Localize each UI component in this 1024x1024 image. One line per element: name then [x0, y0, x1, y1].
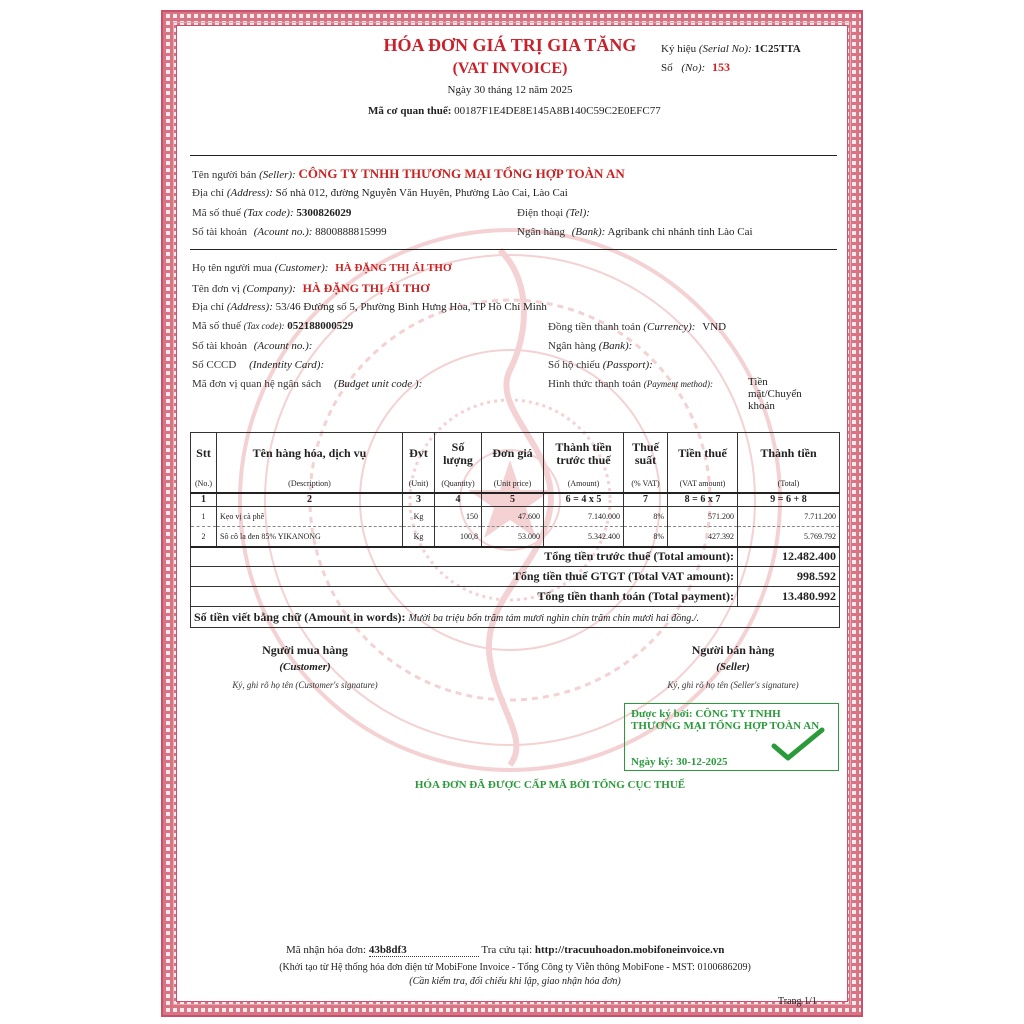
column-index: 7: [624, 493, 668, 507]
row-vat-rate: 8%: [624, 507, 668, 527]
column-header: Thành tiền trước thuế: [544, 433, 624, 475]
buyer-tax-code: Mã số thuế (Tax code): 052188000529: [192, 320, 354, 332]
total-before-tax-label: Tổng tiền trước thuế (Total amount):: [191, 547, 738, 567]
seller-signature-title: Người bán hàng: [691, 643, 775, 657]
column-header-en: (Unit): [403, 475, 435, 493]
buyer-payment-method-label: Hình thức thanh toán (Payment method):: [548, 378, 714, 390]
table-header-row: [191, 433, 840, 475]
check-icon: [770, 726, 826, 762]
column-header-en: (Unit price): [482, 475, 544, 493]
lookup-info: Mã nhận hóa đơn: 43b8df3 Tra cứu tại: http://tracuuhoadon.mobifoneinvoice.vn: [286, 944, 725, 956]
total-payment-row: [191, 587, 840, 607]
items-table: [190, 432, 840, 628]
column-header: Tiền thuế: [668, 433, 738, 475]
total-before-tax-value: 12.482.400: [738, 547, 840, 567]
total-vat-row: [191, 567, 840, 587]
divider: [190, 155, 837, 156]
buyer-bank: Ngân hàng (Bank):: [548, 340, 633, 352]
signed-by: Được ký bởi: CÔNG TY TNHH THƯƠNG MẠI TỔNG HỢP TOÀN AN: [631, 708, 820, 732]
column-index: 5: [482, 493, 544, 507]
row-total: 5.769.792: [738, 527, 840, 547]
table-index-row: [191, 493, 840, 507]
column-header-en: (% VAT): [624, 475, 668, 493]
provider-note: (Khởi tạo từ Hệ thống hóa đơn điện tử MobiFone Invoice - Tổng Công ty Viễn thông MobiFone - MST: 0100686209): [279, 962, 751, 973]
column-header-en: (No.): [191, 475, 217, 493]
column-header-en: (Amount): [544, 475, 624, 493]
table-row: [191, 507, 840, 527]
total-vat-value: 998.592: [738, 567, 840, 587]
seller-signature-note: Ký, ghi rõ họ tên (Seller's signature): [667, 680, 799, 690]
row-vat-rate: 8%: [624, 527, 668, 547]
column-header: Đơn giá: [482, 433, 544, 475]
amount-in-words-row: [191, 607, 840, 628]
lookup-code: 43b8df3: [369, 944, 479, 957]
row-no: 1: [191, 507, 217, 527]
total-payment-label: Tổng tiền thanh toán (Total payment):: [191, 587, 738, 607]
seller-account: Số tài khoản (Acount no.): 8800888815999: [192, 226, 387, 238]
total-payment-value: 13.480.992: [738, 587, 840, 607]
seller-bank: Ngân hàng (Bank): Agribank chi nhánh tỉnh Lào Cai: [517, 226, 753, 238]
buyer-id-card: Số CCCD (Indentity Card):: [192, 359, 325, 371]
seller-phone: Điện thoại (Tel):: [517, 207, 590, 219]
row-quantity: 100,8: [435, 527, 482, 547]
column-index: 8 = 6 x 7: [668, 493, 738, 507]
buyer-payment-method: Tiền mặt/Chuyển khoản: [748, 376, 802, 412]
column-header-en: (Description): [217, 475, 403, 493]
column-index: 2: [217, 493, 403, 507]
buyer-customer: Họ tên người mua (Customer): HÀ ĐẶNG THỊ ÁI THƠ: [192, 262, 452, 274]
row-vat-amount: 427.392: [668, 527, 738, 547]
divider: [190, 249, 837, 250]
column-index: 3: [403, 493, 435, 507]
column-header: Thuế suất: [624, 433, 668, 475]
column-header-en: (VAT amount): [668, 475, 738, 493]
row-total: 7.711.200: [738, 507, 840, 527]
buyer-signature-title: Người mua hàng: [262, 643, 348, 657]
column-index: 9 = 6 + 8: [738, 493, 840, 507]
column-header-en: (Total): [738, 475, 840, 493]
invoice-number: Số (No): 153: [661, 60, 730, 74]
signed-date: Ngày ký: 30-12-2025: [631, 756, 728, 768]
total-before-tax-row: [191, 547, 840, 567]
buyer-passport: Số hộ chiếu (Passport):: [548, 359, 653, 371]
row-unit-price: 53.000: [482, 527, 544, 547]
buyer-currency: Đồng tiền thanh toán (Currency): VND: [548, 321, 727, 333]
column-header: Thành tiền: [738, 433, 840, 475]
buyer-signature-note: Ký, ghi rõ họ tên (Customer's signature): [232, 680, 378, 690]
seller-signature-role: (Seller): [716, 661, 750, 673]
column-header-en: (Quantity): [435, 475, 482, 493]
table-row: [191, 527, 840, 547]
column-header: Tên hàng hóa, dịch vụ: [217, 433, 403, 475]
tax-authority-code: Mã cơ quan thuế: 00187F1E4DE8E145A8B140C59C2E0EFC77: [368, 105, 661, 117]
column-header: Số lượng: [435, 433, 482, 475]
amount-in-words: Số tiền viết bằng chữ (Amount in words): Mười ba triệu bốn trăm tám mươi nghìn chín trăm chín mươi hai đồng./.: [191, 607, 840, 628]
seller-address: Địa chỉ (Address): Số nhà 012, đường Nguyễn Văn Huyên, Phường Lào Cai, Lào Cai: [192, 187, 568, 199]
row-amount: 7.140.000: [544, 507, 624, 527]
buyer-signature-role: (Customer): [279, 661, 331, 673]
row-unit: Kg: [403, 507, 435, 527]
row-unit-price: 47.600: [482, 507, 544, 527]
column-header: Stt: [191, 433, 217, 475]
check-note: (Cần kiểm tra, đối chiếu khi lập, giao nhận hóa đơn): [409, 976, 621, 987]
invoice-date: Ngày 30 tháng 12 năm 2025: [447, 84, 573, 96]
table-header-en-row: [191, 475, 840, 493]
row-vat-amount: 571.200: [668, 507, 738, 527]
row-quantity: 150: [435, 507, 482, 527]
invoice-title-en: (VAT INVOICE): [452, 60, 568, 77]
row-description: Kẹo vị cà phê: [217, 507, 403, 527]
buyer-account: Số tài khoản (Acount no.):: [192, 340, 313, 352]
page-number: Trang 1/1: [778, 996, 817, 1007]
tax-authority-note: HÓA ĐƠN ĐÃ ĐƯỢC CẤP MÃ BỞI TỔNG CỤC THUẾ: [414, 779, 686, 791]
column-index: 1: [191, 493, 217, 507]
total-vat-label: Tổng tiền thuế GTGT (Total VAT amount):: [191, 567, 738, 587]
row-no: 2: [191, 527, 217, 547]
row-description: Sô cô la đen 85% YIKANONG: [217, 527, 403, 547]
row-unit: Kg: [403, 527, 435, 547]
column-header: Đvt: [403, 433, 435, 475]
seller-tax-code: Mã số thuế (Tax code): 5300826029: [192, 207, 352, 219]
column-index: 6 = 4 x 5: [544, 493, 624, 507]
lookup-site-link[interactable]: http://tracuuhoadon.mobifoneinvoice.vn: [534, 944, 725, 956]
buyer-budget-code: Mã đơn vị quan hệ ngân sách (Budget unit code ):: [192, 378, 423, 390]
row-amount: 5.342.400: [544, 527, 624, 547]
seller-name: Tên người bán (Seller): CÔNG TY TNHH THƯƠNG MẠI TỔNG HỢP TOÀN AN: [192, 166, 625, 181]
buyer-address: Địa chỉ (Address): 53/46 Đường số 5, Phường Bình Hưng Hòa, TP Hồ Chí Minh: [192, 301, 547, 313]
column-index: 4: [435, 493, 482, 507]
invoice-title: HÓA ĐƠN GIÁ TRỊ GIA TĂNG: [383, 35, 637, 55]
buyer-company: Tên đơn vị (Company): HÀ ĐẶNG THỊ ÁI THƠ: [192, 281, 430, 295]
serial-number: Ký hiệu (Serial No): 1C25TTA: [661, 43, 801, 55]
